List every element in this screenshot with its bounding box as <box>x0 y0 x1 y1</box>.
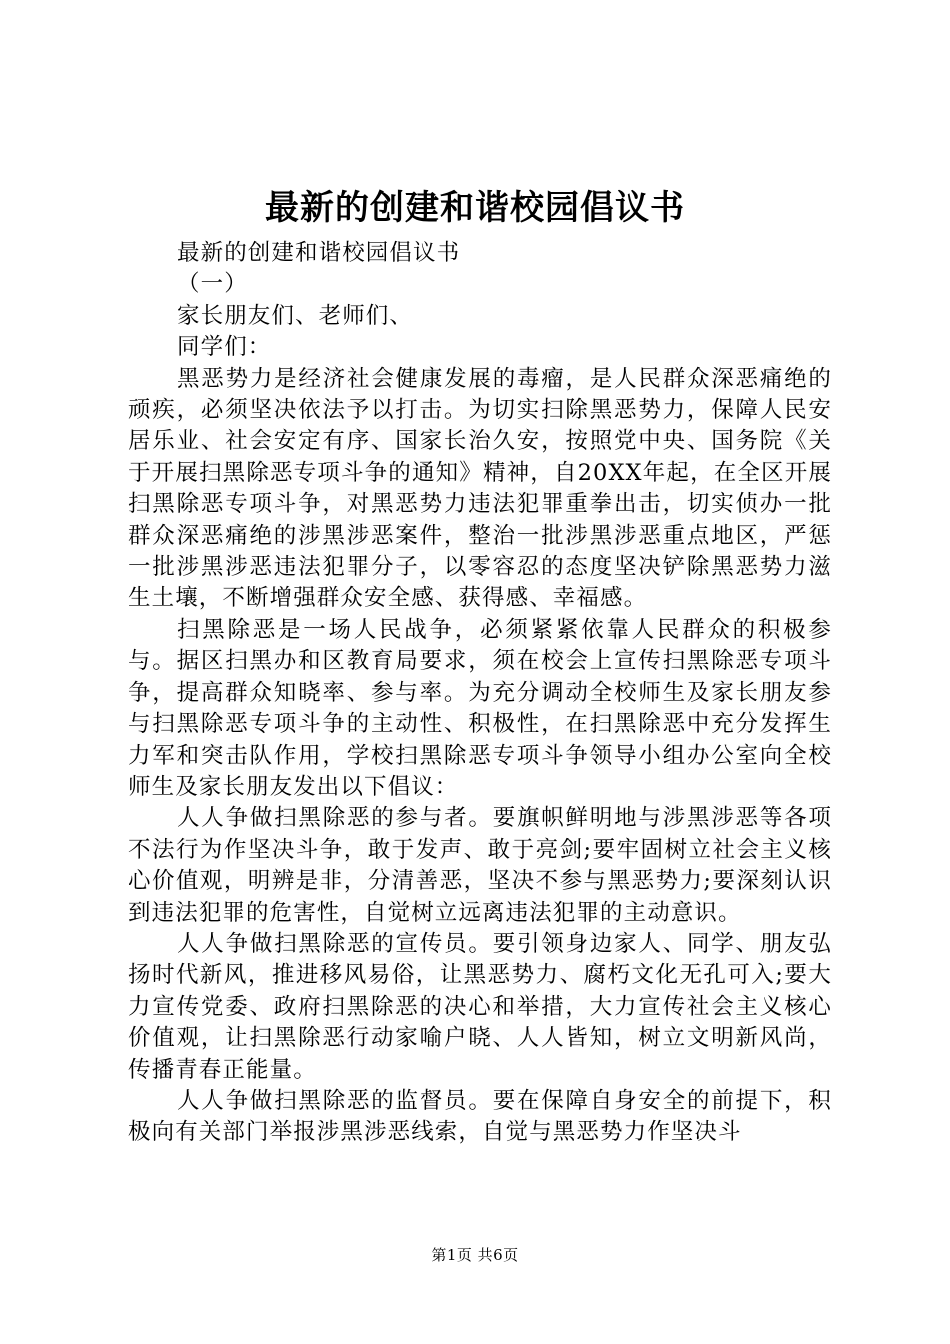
paragraph-participant: 人人争做扫黑除恶的参与者。要旗帜鲜明地与涉黑涉恶等各项不法行为作坚决斗争，敢于发声、敢于亮剑;要牢固树立社会主义核心价值观，明辨是非，分清善恶，坚决不参与黑恶势力;要深刻认识到违法犯罪的危害性，自觉树立远离违法犯罪的主动意识。 <box>128 805 832 926</box>
paragraph-intro: 黑恶势力是经济社会健康发展的毒瘤，是人民群众深恶痛绝的顽疾，必须坚决依法予以打击。为切实扫除黑恶势力，保障人民安居乐业、社会安定有序、国家长治久安，按照党中央、国务院《关于开展扫黑除恶专项斗争的通知》精神，自20XX年起，在全区开展扫黑除恶专项斗争，对黑恶势力违法犯罪重拳出击，切实侦办一批群众深恶痛绝的涉黑涉恶案件，整治一批涉黑涉恶重点地区，严惩一批涉黑涉恶违法犯罪分子，以零容忍的态度坚决铲除黑恶势力滋生土壤，不断增强群众安全感、获得感、幸福感。 <box>128 365 832 612</box>
salutation-line-1: 家长朋友们、老师们、 <box>177 302 414 329</box>
document-title: 最新的创建和谐校园倡议书 <box>265 188 685 228</box>
document-subtitle: 最新的创建和谐校园倡议书 <box>177 240 461 266</box>
document-body <box>128 238 832 1149</box>
salutation-line-2: 同学们： <box>177 334 272 361</box>
paragraph-people-war: 扫黑除恶是一场人民战争，必须紧紧依靠人民群众的积极参与。据区扫黑办和区教育局要求，须在校会上宣传扫黑除恶专项斗争，提高群众知晓率、参与率。为充分调动全校师生及家长朋友参与扫黑除恶专项斗争的主动性、积极性，在扫黑除恶中充分发挥生力军和突击队作用，学校扫黑除恶专项斗争领导小组办公室向全校师生及家长朋友发出以下倡议： <box>128 616 832 800</box>
section-number: （一） <box>177 271 248 298</box>
paragraph-promoter: 人人争做扫黑除恶的宣传员。要引领身边家人、同学、朋友弘扬时代新风，推进移风易俗，让黑恶势力、腐朽文化无孔可入;要大力宣传党委、政府扫黑除恶的决心和举措，大力宣传社会主义核心价值观，让扫黑除恶行动家喻户晓、人人皆知，树立文明新风尚，传播青春正能量。 <box>128 930 832 1083</box>
paragraph-supervisor: 人人争做扫黑除恶的监督员。要在保障自身安全的前提下，积极向有关部门举报涉黑涉恶线索，自觉与黑恶势力作坚决斗 <box>128 1087 832 1146</box>
page-footer: 第1页 共6页 <box>431 1246 519 1264</box>
